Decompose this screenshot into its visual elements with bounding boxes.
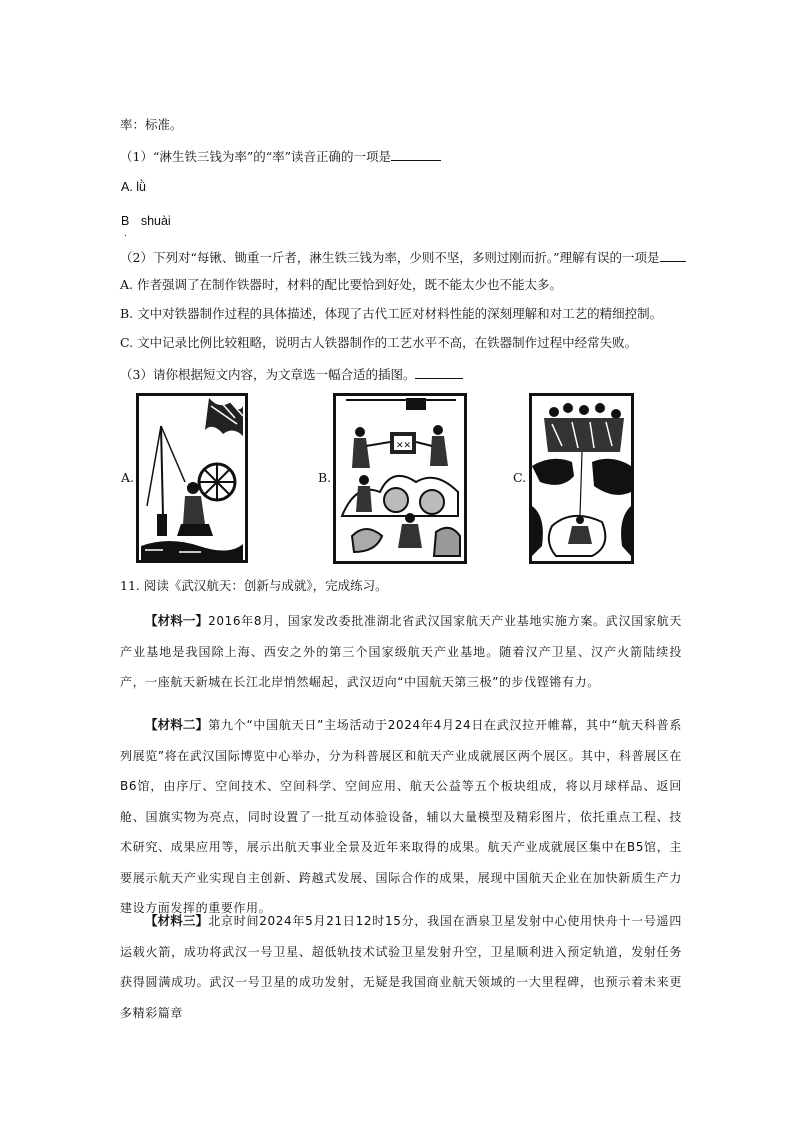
material-two-text: 第九个“中国航天日”主场活动于2024年4月24日在武汉拉开帷幕，其中“航天科普系列展览”将在武汉国际博览中心举办，分为科普展区和航天产业成就展区两个展区。其中，科普展区在B6馆，由序厅、空间技术、空间科学、空间应用、航天公益等五个板块组成，将以月球样品、返回舱、国旗实物为亮点，同时设置了一批互动体验设备，辅以大量模型及精彩图片，依托重点工程、技术研究、成果应用等，展示出航天事业全景及近年来取得的成果。航天产业成就展区集中在B5馆，主要展示航天产业实现自主创新、跨越式发展、国际合作的成果，展现中国航天企业在加快新质生产力建设方面发挥的重要作用。 (120, 718, 682, 915)
material-two (120, 710, 682, 915)
q1-stem: （1）“淋生铁三钱为率”的“率”读音正确的一项是 (120, 149, 392, 164)
q1-option-b[interactable] (121, 212, 171, 239)
q1-option-a[interactable]: A. lǜ (121, 180, 147, 194)
material-three (120, 906, 682, 1026)
svg-text:✕✕: ✕✕ (396, 441, 412, 451)
figure-b-label[interactable]: B. (318, 470, 332, 485)
figure-a-woodcut[interactable] (136, 393, 248, 563)
material-three-tag: 【材料三】 (145, 913, 209, 928)
q2-stem-row (120, 247, 686, 267)
q1-stem-row (120, 146, 441, 166)
q2-answer-blank[interactable] (660, 247, 686, 262)
dot-mark: . (124, 228, 127, 239)
figure-b-drawing (336, 396, 464, 561)
q3-stem: （3）请你根据短文内容，为文章选一幅合适的插图。 (120, 367, 416, 382)
figure-b-woodcut[interactable] (333, 393, 467, 564)
figure-c-woodcut[interactable] (529, 393, 634, 564)
q1-option-b-letter: B (121, 214, 130, 228)
material-one (120, 606, 682, 694)
figure-a-drawing (139, 396, 245, 560)
figure-a-label[interactable]: A. (121, 470, 135, 485)
material-one-text: 2016年8月，国家发改委批准湖北省武汉国家航天产业基地实施方案。武汉国家航天产业基地是我国除上海、西安之外的第三个国家级航天产业基地。随着汉产卫星、汉产火箭陆续投产，一座航天新城在长江北岸悄然崛起，武汉迈向“中国航天第三极”的步伐铿锵有力。 (120, 614, 682, 689)
material-three-text: 北京时间2024年5月21日12时15分，我国在酒泉卫星发射中心使用快舟十一号遥四运载火箭，成功将武汉一号卫星、超低轨技术试验卫星发射升空，卫星顺利进入预定轨道，发射任务获得圆满成功。武汉一号卫星的成功发射，无疑是我国商业航天领域的一大里程碑，也预示着未来更多精彩篇章 (120, 914, 682, 1020)
material-one-tag: 【材料一】 (145, 613, 209, 628)
q1-answer-blank[interactable] (391, 146, 441, 161)
q11-title: 11. 阅读《武汉航天：创新与成就》，完成练习。 (120, 578, 388, 593)
figure-c-label[interactable]: C. (513, 470, 527, 485)
q2-option-b[interactable]: B. 文中对铁器制作过程的具体描述，体现了古代工匠对材料性能的深刻理解和对工艺的精细控制。 (120, 306, 663, 321)
continuation-line: 率：标准。 (120, 117, 183, 132)
q2-option-c[interactable]: C. 文中记录比例比较粗略，说明古人铁器制作的工艺水平不高，在铁器制作过程中经常失败。 (120, 335, 638, 350)
q2-stem: （2）下列对“每锹、锄重一斤者，淋生铁三钱为率，少则不坚，多则过刚而折。”理解有误的一项是 (120, 250, 660, 265)
q1-option-b-text: shuài (140, 214, 171, 228)
q3-stem-row (120, 364, 463, 384)
q3-answer-blank[interactable] (415, 364, 463, 379)
figure-c-drawing (532, 396, 631, 561)
q2-option-a[interactable]: A. 作者强调了在制作铁器时，材料的配比要恰到好处，既不能太少也不能太多。 (120, 277, 562, 292)
material-two-tag: 【材料二】 (145, 717, 209, 732)
